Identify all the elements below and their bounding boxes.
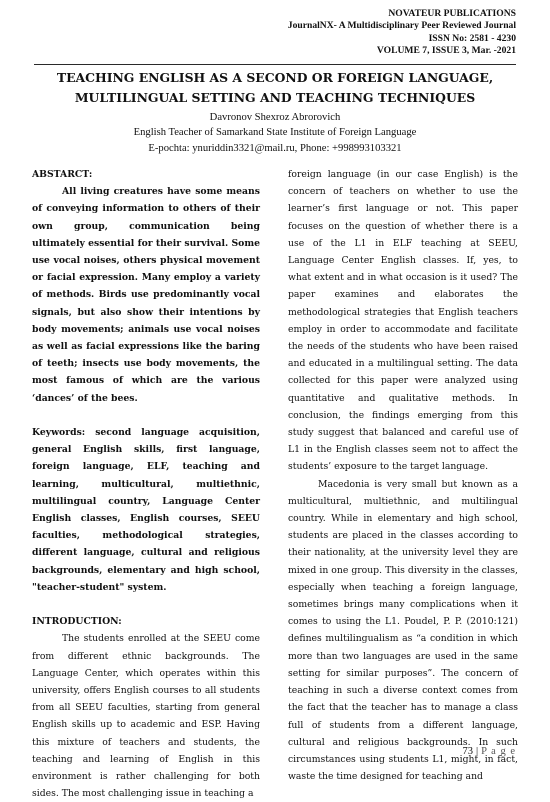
left-column bbox=[32, 166, 260, 802]
right-column bbox=[288, 166, 518, 785]
author-affiliation: English Teacher of Samarkand State Institute of Foreign Language bbox=[133, 127, 417, 139]
journal-name: JournalNX- A Multidisciplinary Peer Reviewed Journal bbox=[287, 20, 516, 32]
header-rule bbox=[34, 64, 516, 65]
abstract-heading: ABSTARCT: bbox=[32, 169, 93, 180]
abstract-continuation: foreign language (in our case English) is the concern of teachers on whether to use the learner’s first language or not. This paper focuses on the question of whether there is a use of the L1 in ELF teaching at SEEU, Language Center English classes. If, yes, to what extent and in what occasion is it used? The paper examines and elaborates the methodological strategies that English teachers employ in order to accommodate and facilitate the needs of the students who have been raised and educated in a multilingual setting. The data collected for this paper were analyzed using quantitative and qualitative methods. In conclusion, the findings emerging from this study suggest that balanced and careful use of L1 in the English classes seem not to affect the students’ exposure to the target language. bbox=[288, 169, 518, 473]
issn: ISSN No: 2581 - 4230 bbox=[428, 32, 516, 44]
page-footer bbox=[462, 746, 516, 757]
introduction-heading: INTRODUCTION: bbox=[32, 616, 122, 628]
journal-header bbox=[288, 8, 516, 58]
introduction-text: The students enrolled at the SEEU come from different ethnic backgrounds. The Language Center, which operates within this university, offers English courses to all students from all SEEU faculties, starting from general English skills up to academic and ESP. Having this mixture of teachers and students, the teaching and learning of English in this environment is rather challenging for both sides. The most challenging issue in teaching a bbox=[32, 633, 260, 800]
title-line-2: MULTILINGUAL SETTING AND TEACHING TECHNIQUES bbox=[74, 90, 476, 105]
keywords: Keywords: second language acquisition, general English skills, first language, foreign language, ELF, teaching and learning, multicultural, multiethnic, multilingual country, Language Center English classes, English courses, SEEU faculties, methodological strategies, different language, cultural and religious backgrounds, elementary and high school, "teacher-student" system. bbox=[32, 427, 260, 593]
abstract-text: All living creatures have some means of conveying information to others of their own group, communication being ultimately essential for their survival. Some use vocal noises, others physical movement or facial expression. Many employ a variety of methods. Birds use predominantly vocal signals, but also show their intentions by body movements; animals use vocal noises as well as facial expressions like the baring of teeth; insects use body movements, the most famous of which are the various ‘dances’ of the bees. bbox=[32, 186, 260, 404]
page-word: P a g e bbox=[481, 746, 516, 757]
page-number: 73 bbox=[462, 746, 473, 757]
author-contact: E-pochta: ynuriddin3321@mail.ru, Phone: +998993103321 bbox=[148, 142, 402, 154]
publisher-name: NOVATEUR PUBLICATIONS bbox=[388, 8, 516, 19]
author-name: Davronov Shexroz Abrorovich bbox=[209, 112, 341, 123]
footer-separator: | bbox=[475, 746, 479, 757]
macedonia-paragraph: Macedonia is very small but known as a multicultural, multiethnic, and multilingual country. While in elementary and high school, students are placed in the classes according to their nationality, at the university level they are mixed in one group. This diversity in the classes, especially when teaching a foreign language, sometimes brings many complications when it comes to using the L1. Poudel, P. P. (2010:121) defines multilingualism as “a condition in which more than two languages are used in the same setting for similar purposes”. The concern of teaching in such a diverse context comes from the fact that the teacher has to manage a class full of students from a different language, cultural and religious backgrounds. In such circumstances using students L1, might, in fact, waste the time designed for teaching and bbox=[288, 478, 518, 783]
volume-issue: VOLUME 7, ISSUE 3, Mar. -2021 bbox=[376, 45, 516, 57]
author-block bbox=[30, 110, 520, 156]
title-line-1: TEACHING ENGLISH AS A SECOND OR FOREIGN LANGUAGE, bbox=[56, 70, 494, 85]
paper-title bbox=[30, 68, 520, 108]
